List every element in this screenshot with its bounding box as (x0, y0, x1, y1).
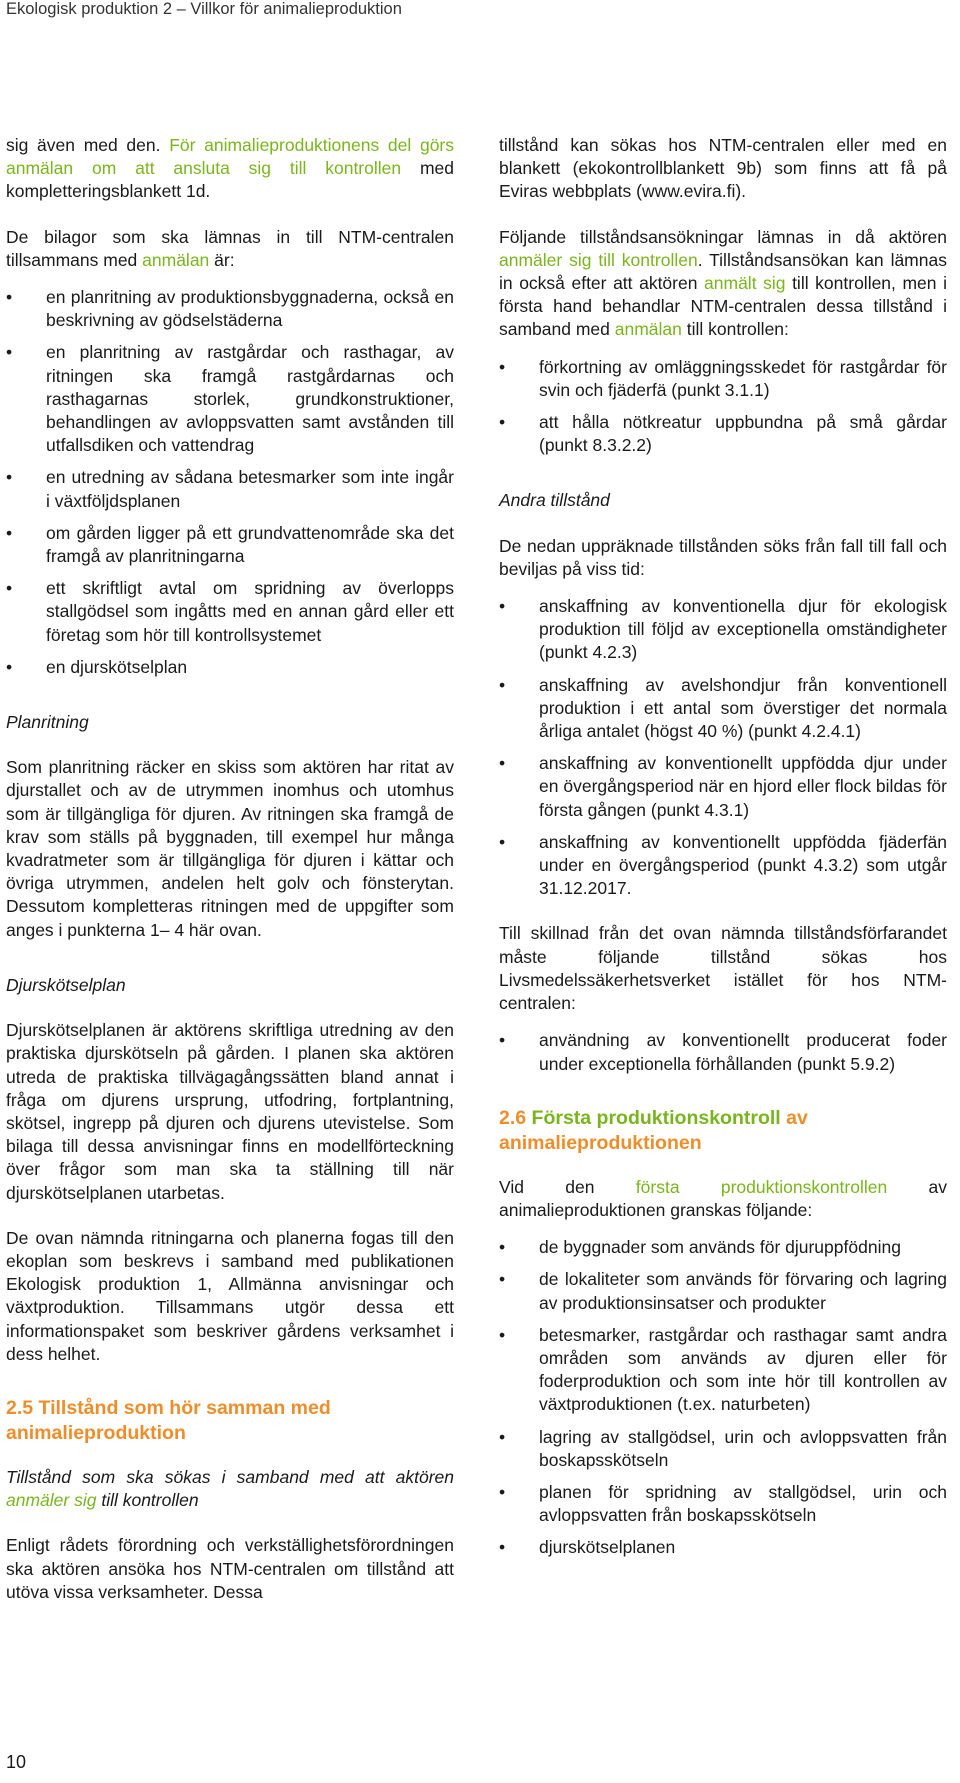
list-item: • anskaffning av konventionella djur för ekologisk produktion till följd av exceptionella omständigheter (punkt 4.2.3) (499, 595, 947, 665)
list-item: • en utredning av sådana betesmarker som inte ingår i växtföljdsplanen (6, 466, 454, 512)
section-heading-2-5: 2.5 Tillstånd som hör samman med animalieproduktion (6, 1396, 331, 1444)
list-item: • användning av konventionellt producerat foder under exceptionella förhållanden (punkt 5.9.2) (499, 1029, 947, 1075)
right-column (499, 134, 947, 1582)
list-item: • att hålla nötkreatur uppbundna på små gårdar (punkt 8.3.2.2) (499, 411, 947, 457)
paragraph: Djurskötselplanen är aktörens skriftliga utredning av den praktiska djurskötseln på gården. I planen ska aktören utreda de praktiska tillvägagångssätten bland annat i fråga om djurens ursprung, utfodring, fortplantning, skötsel, ingrepp på djuren och djurens utevistelse. Som bilaga till dessa anvisningar finns en modellförteckning över frågor som man ska ta ställning till när djurskötselplanen utarbetas. (6, 1020, 454, 1203)
list-item: • förkortning av omläggningsskedet för rastgårdar för svin och fjäderfä (punkt 3.1.1) (499, 356, 947, 402)
attachment-list (6, 286, 454, 679)
running-header: Ekologisk produktion 2 – Villkor för animalieproduktion (6, 0, 402, 18)
list-item: • en planritning av rastgårdar och rasthagar, av ritningen ska framgå rastgårdarnas och rasthagarnas storlek, grundkonstruktioner, behandlingen av avloppsvatten samt avstånden till utfallsdiken och vattendrag (6, 341, 454, 457)
subheading-andra-tillstand: Andra tillstånd (499, 490, 610, 511)
paragraph: Enligt rådets förordning och verkställighetsförordningen ska aktören ansöka hos NTM-centralen om tillstånd att utöva vissa verksamheter. Dessa (6, 1535, 454, 1602)
list-item: • de lokaliteter som används för förvaring och lagring av produktionsinsatser och produkter (499, 1268, 947, 1314)
list-item: • ett skriftligt avtal om spridning av överlopps stallgödsel som ingåtts med en annan gård eller ett företag som hör till kontrollsystemet (6, 577, 454, 647)
subheading-djurskotselplan: Djurskötselplan (6, 974, 126, 995)
list-item: • djurskötselplanen (499, 1536, 947, 1559)
list-item: • anskaffning av avelshondjur från konventionell produktion i ett antal som överstiger det normala årliga antalet (högst 40 %) (punkt 4.2.4.1) (499, 674, 947, 744)
paragraph: De bilagor som ska lämnas in till NTM-centralen tillsammans med anmälan är: (6, 226, 454, 270)
left-column (6, 134, 454, 1626)
list-item: • om gården ligger på ett grundvattenområde ska det framgå av planritningarna (6, 522, 454, 568)
permit-list (499, 595, 947, 900)
paragraph: Vid den första produktionskontrollen av animalieproduktionen granskas följande: (499, 1176, 947, 1220)
list-item: • de byggnader som används för djuruppfödning (499, 1236, 947, 1259)
section-heading-2-6: 2.6 Första produktionskontroll av animalieproduktionen (499, 1106, 808, 1154)
list-item: • en planritning av produktionsbyggnaderna, också en beskrivning av gödselstäderna (6, 286, 454, 332)
list-item: • betesmarker, rastgårdar och rasthagar samt andra områden som används av djuren eller för foderproduktion och som inte hör till kontrollen av växtproduktionen (t.ex. naturbeten) (499, 1324, 947, 1417)
list-item: • planen för spridning av stallgödsel, urin och avloppsvatten från boskapsskötseln (499, 1481, 947, 1527)
paragraph: sig även med den. För animalieproduktionens del görs anmälan om att ansluta sig till kontrollen med kompletteringsblankett 1d. (6, 135, 455, 202)
list-item: • en djurskötselplan (6, 656, 454, 679)
paragraph: De nedan uppräknade tillstånden söks från fall till fall och beviljas på viss tid: (499, 535, 947, 579)
italic-subheading: Tillstånd som ska sökas i samband med att aktören anmäler sig till kontrollen (6, 1466, 454, 1511)
inspection-list (499, 1236, 947, 1559)
paragraph: tillstånd kan sökas hos NTM-centralen eller med en blankett (ekokontrollblankett 9b) som finns att få på Eviras webbplats (www.evira.fi). (499, 135, 947, 202)
paragraph: Som planritning räcker en skiss som aktören har ritat av djurstallet och av de utrymmen inomhus och utomhus som är tillgängliga för djuren. Av ritningen ska framgå de krav som ställs på byggnaden, till exempel hur många kvadratmeter som är tillgängliga för djuren i kättar och övriga utrymmen, andelen helt golv och fönsterytan. Dessutom kompletteras ritningen med de uppgifter som anges i punkterna 1– 4 här ovan. (6, 757, 454, 940)
paragraph: De ovan nämnda ritningarna och planerna fogas till den ekoplan som beskrevs i samband med publikationen Ekologisk produktion 1, Allmänna anvisningar och växtproduktion. Tillsammans utgör dessa ett informationspaket som beskriver gårdens verksamhet i dess helhet. (6, 1227, 454, 1364)
list-item: • anskaffning av konventionellt uppfödda fjäderfän under en övergångsperiod (punkt 4.3.2) som utgår 31.12.2017. (499, 831, 947, 901)
list-item: • anskaffning av konventionellt uppfödda djur under en övergångsperiod när en hjord eller flock bildas för första gången (punkt 4.3.1) (499, 752, 947, 822)
subheading-planritning: Planritning (6, 712, 89, 733)
permit-list (499, 1029, 947, 1075)
paragraph: Till skillnad från det ovan nämnda tillståndsförfarandet måste följande tillstånd sökas hos Livsmedelssäkerhetsverket istället för hos NTM-centralen: (499, 923, 947, 1014)
page-number: 10 (6, 1752, 27, 1772)
permit-list (499, 356, 947, 458)
list-item: • lagring av stallgödsel, urin och avloppsvatten från boskapsskötseln (499, 1426, 947, 1472)
paragraph: Följande tillståndsansökningar lämnas in då aktören anmäler sig till kontrollen. Tillståndsansökan kan lämnas in också efter att aktören anmält sig till kontrollen, men i första hand behandlar NTM-centralen dessa tillstånd i samband med anmälan till kontrollen: (499, 226, 947, 340)
